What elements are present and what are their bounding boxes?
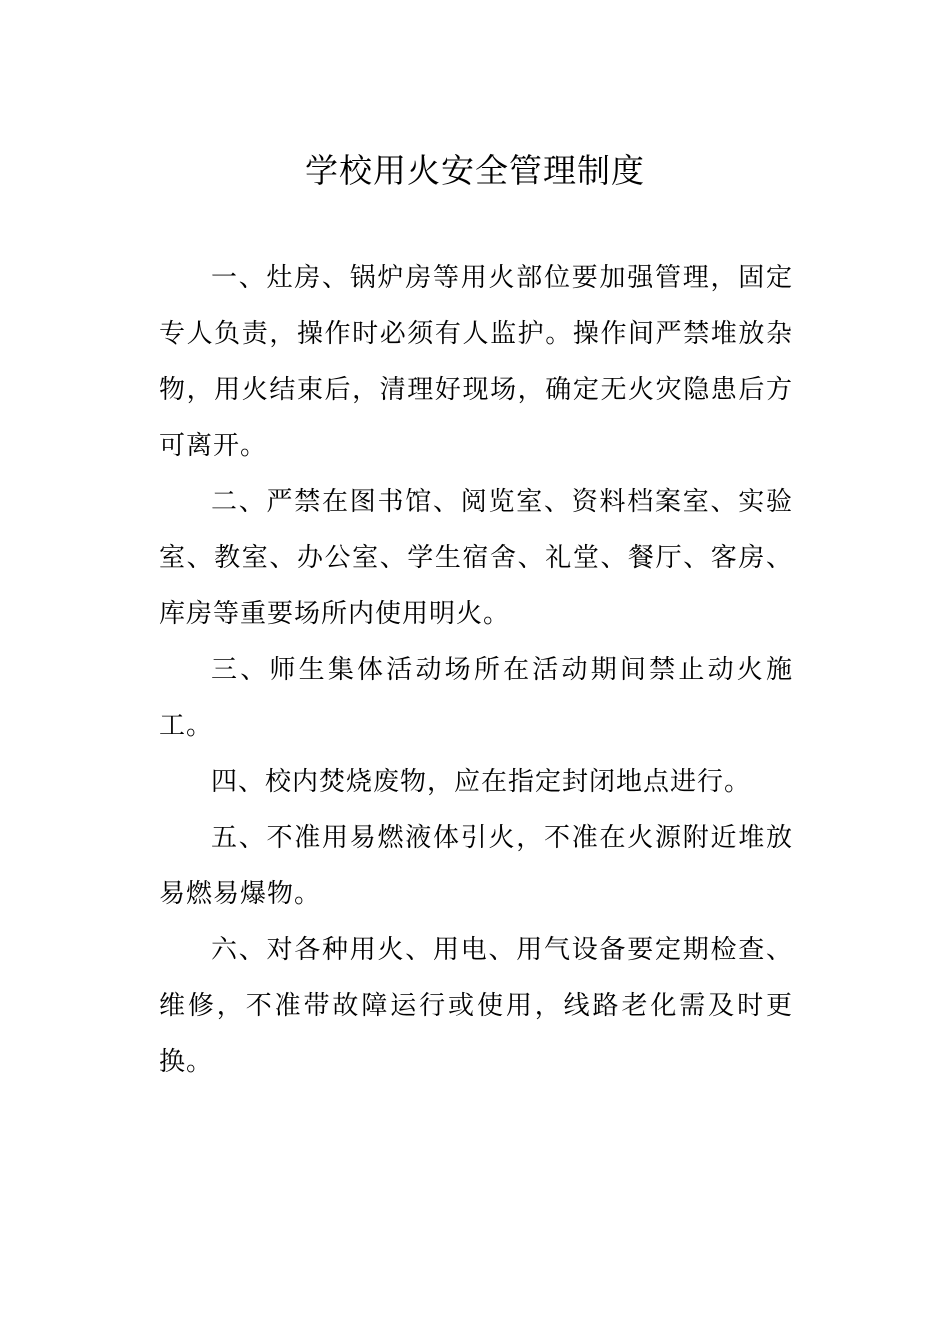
paragraph-6: 六、对各种用火、用电、用气设备要定期检查、维修，不准带故障运行或使用，线路老化需及时更换。 bbox=[159, 935, 793, 1077]
paragraph-4: 四、校内焚烧废物，应在指定封闭地点进行。 bbox=[211, 767, 752, 797]
paragraph-1: 一、灶房、锅炉房等用火部位要加强管理，固定专人负责，操作时必须有人监护。操作间严禁堆放杂物，用火结束后，清理好现场，确定无火灾隐患后方可离开。 bbox=[159, 263, 793, 461]
document-body bbox=[159, 250, 793, 1090]
document-title: 学校用火安全管理制度 bbox=[305, 151, 645, 190]
paragraph-3: 三、师生集体活动场所在活动期间禁止动火施工。 bbox=[159, 655, 793, 741]
paragraph-5: 五、不准用易燃液体引火，不准在火源附近堆放易燃易爆物。 bbox=[159, 823, 793, 909]
paragraph-2: 二、严禁在图书馆、阅览室、资料档案室、实验室、教室、办公室、学生宿舍、礼堂、餐厅、客房、库房等重要场所内使用明火。 bbox=[159, 487, 793, 629]
